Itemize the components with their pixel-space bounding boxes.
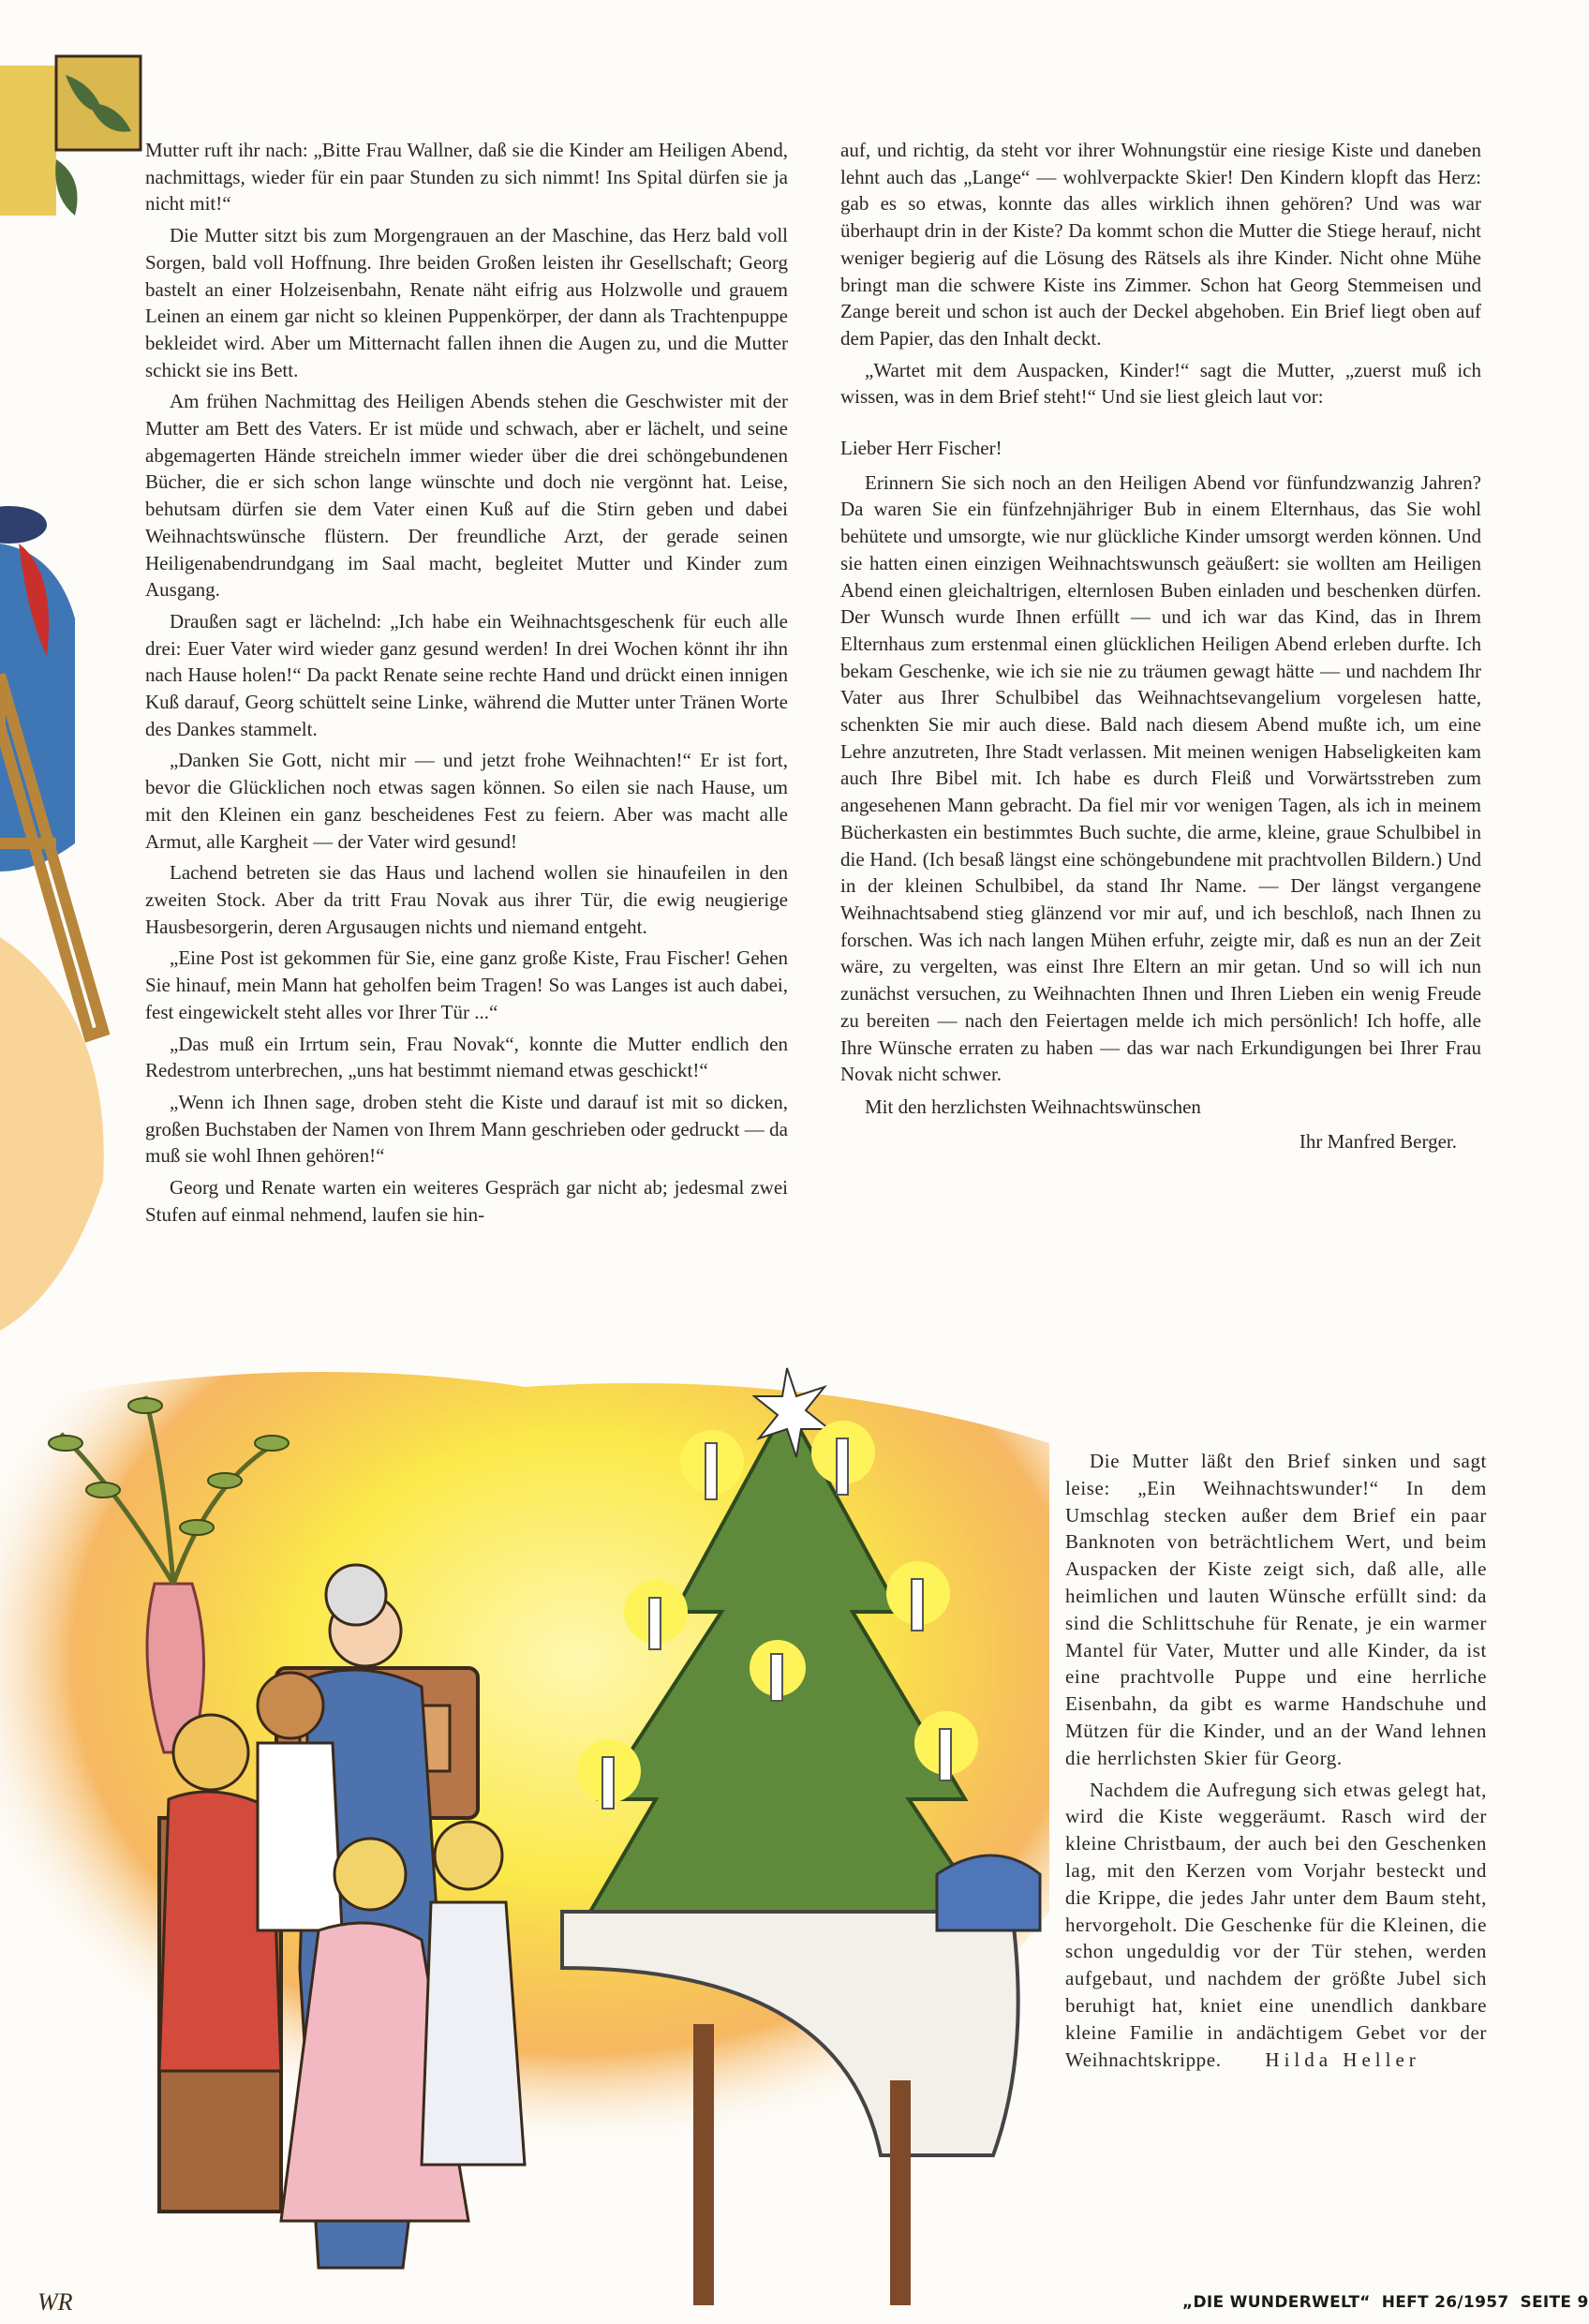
- decorative-illustration-top-left: [0, 0, 150, 1331]
- paragraph: Mutter ruft ihr nach: „Bitte Frau Wallner, daß sie die Kinder am Heiligen Abend, nachmittags, wieder für ein paar Stunden zu sich nimmt! Ins Spital dürfen sie ja nicht mit!“: [145, 139, 788, 216]
- bottom-right-text-column: [1065, 1448, 1487, 2073]
- mother-hair: [326, 1565, 386, 1625]
- small-boy-shirt: [422, 1902, 525, 2165]
- paragraph: Die Mutter läßt den Brief sinken und sagt leise: „Ein Weihnachtswunder!“ In dem Umschlag stecken außer dem Brief ein paar Banknoten von beträchtlichem Wert, und beim Auspacken der Kiste zeigt sich, daß alle, alle heimlichen und lauten Wünsche erfüllt sind: da sind die Schlittschuhe für Renate, je ein warmer Mantel für Vater, Mutter und alle Kinder, da ist eine prachtvolle Puppe und eine herrliche Eisenbahn, da gibt es warme Handschuhe und Mützen für die Kinder, und an der Wand lehnen die herrlichsten Skier für Georg.: [1065, 1450, 1487, 1769]
- boy-hair: [258, 1673, 323, 1738]
- paragraph: auf, und richtig, da steht vor ihrer Wohnungstür eine riesige Kiste und daneben lehnt auch das „Lange“ — wohlverpackte Skier! Den Kindern klopft das Herz: gab es so etwas, konnte das alles wirklich ihnen gehören? Und was war überhaupt drin in der Kiste? Da kommt schon die Mutter die Stiege herauf, nicht weniger begierig auf die Lösung des Rätsels als ihre Kinder. Nicht ohne Mühe bringt man die schwere Kiste ins Zimmer. Schon hat Georg Stemmeisen und Zange bereit und schon ist auch der Deckel abgehoben. Ein Brief liegt oben auf dem Papier, das den Inhalt deckt.: [840, 139, 1481, 350]
- paragraph: Nachdem die Aufregung sich etwas gelegt hat, wird die Kiste weggeräumt. Rasch wird der kleine Christbaum, der auch bei den Geschenken lag, mit den Kerzen vom Vorjahr besteckt und die Krippe, die jedes Jahr unter dem Baum steht, hervorgeholt. Die Geschenke für die Kleinen, die schon ungeduldig vor der Tür stehen, werden aufgebaut, und nachdem der größte Jubel sich beruhigt hat, kniet eine unendlich dankbare kleine Familie in andächtigem Gebet vor der Weihnachtskrippe.: [1065, 1778, 1487, 2071]
- closing-paragraph-with-author: [1065, 1777, 1487, 2074]
- paragraph: „Danken Sie Gott, nicht mir — und jetzt frohe Weihnachten!“ Er ist fort, bevor die Glücklichen noch etwas sagen können. So eilen sie nach Hause, um mit den Kleinen ein ganz bescheidenes Fest zu feiern. Aber was macht alle Armut, alle Kargheit — der Vater wird gesund!: [145, 749, 788, 853]
- paragraph: Am frühen Nachmittag des Heiligen Abends stehen die Geschwister mit der Mutter am Bett des Vaters. Er ist müde und schwach, aber er lächelt, und seine abgemagerten Hände streicheln immer wieder über die drei schöngebundenen Bücher, die er sich schon lange wünschte und doch nie vergönnt hat. Leise, behutsam dürfen sie dem Vater einen Kuß auf die Stirn geben und dabei Weihnachtswünsche flüstern. Der freundliche Arzt, der gerade seinen Heiligenabendrundgang im Saal macht, begleitet Mutter und Kinder zum Ausgang.: [145, 390, 788, 602]
- small-boy-head: [435, 1822, 502, 1889]
- letter-body: Erinnern Sie sich noch an den Heiligen Abend vor fünfundzwanzig Jahren? Da waren Sie ein fünfzehnjähriger Bub in einem Elternhaus, das Sie wohl behütete und umsorgte, wie nur glückliche Kinder umsorgt werden können. Und sie hatten einen einzigen Weihnachtswunsch geäußert: sie wollten am Heiligen Abend einen gleichaltrigen, elternlosen Buben einladen und beschenken dürfen. Der Wunsch wurde Ihnen erfüllt — und ich war das Kind, das in Ihrem Elternhaus zum erstenmal einen glücklichen Heiligen Abend erleben durfte. Ich bekam Geschenke, wie ich sie nie zu träumen gewagt hätte — und nachdem Ihr Vater aus Ihrer Schulbibel das Weihnachtsevangelium vorgelesen hatte, schenkten Sie mir auch diese. Bald nach diesem Abend mußte ich, um eine Lehre anzutreten, Ihre Stadt verlassen. Mit meinen wenigen Habseligkeiten kam auch Ihre Bibel mit. Ich habe es durch Fleiß und Vorwärtsstreben zum angesehenen Mann gebracht. Da fiel mir vor wenigen Tagen, als ich in meinem Bücherkasten ein bestimmtes Buch suchte, die arme, kleine, graue Schulbibel in die Hand. (Ich besaß längst eine schöngebundene mit prachtvollen Bildern.) Und in der kleinen Schulbibel, da stand Ihr Name. — Der längst vergangene Weihnachtsabend stieg glänzend vor mir auf, und ich beschloß, nach Ihnen zu forschen. Was ich nach langen Mühen erfuhr, zeigte mir, daß es nun an der Zeit wäre, zu vergelten, was einst Ihre Eltern an mir getan. Und so will ich nun zunächst versuchen, zu Weihnachten Ihnen und Ihren Lieben ein wenig Freude zu bereiten — nach den Feiertagen melde ich mich persönlich! Ich hoffe, alle Ihre Wünsche erraten zu haben — das war nach Erkundigungen bei Ihrer Frau Novak nicht schwer.: [840, 470, 1481, 1086]
- page-footer: [1182, 2293, 1589, 2312]
- girl-hair: [173, 1715, 248, 1790]
- letter-signature: Ihr Manfred Berger.: [1299, 1129, 1457, 1153]
- author-name: Hilda Heller: [1265, 2048, 1420, 2071]
- small-girl-head: [334, 1839, 406, 1910]
- cap-gift: [937, 1855, 1040, 1930]
- table-leg: [890, 2080, 911, 2305]
- right-text-column: [840, 137, 1481, 1159]
- page-number: SEITE 9: [1520, 2293, 1589, 2312]
- paragraph: „Wenn ich Ihnen sage, droben steht die Kiste und darauf ist mit so dicken, großen Buchstaben der Namen von Ihrem Mann geschrieben oder gedruckt — da muß sie wohl Ihnen gehören!“: [145, 1090, 788, 1168]
- boy-shirt: [258, 1743, 342, 1930]
- paragraph: Draußen sagt er lächelnd: „Ich habe ein Weihnachtsgeschenk für euch alle drei: Euer Vater wird wieder ganz gesund werden! In drei Wochen könnt ihr ihn nach Hause holen!“ Da packt Renate seine rechte Hand und drückt einen innigen Kuß darauf, Georg schüttelt seine Linke, während die Mutter unter Tränen Worte des Dankes stammelt.: [145, 609, 788, 740]
- magazine-title: „DIE WUNDERWELT“: [1182, 2293, 1371, 2312]
- christmas-scene-illustration: [0, 1349, 1059, 2324]
- paragraph: „Wartet mit dem Auspacken, Kinder!“ sagt die Mutter, „zuerst muß ich wissen, was in dem Brief steht!“ Und sie liest gleich laut vor:: [840, 358, 1481, 409]
- letter-salutation: Lieber Herr Fischer!: [840, 437, 1002, 460]
- issue-number: HEFT 26/1957: [1381, 2293, 1509, 2312]
- paragraph: „Eine Post ist gekommen für Sie, eine ganz große Kiste, Frau Fischer! Gehen Sie hinauf, mein Mann hat geholfen beim Tragen! So was Langes ist auch dabei, fest eingewickelt steht alles vor Ihrer Tür ...“: [145, 946, 788, 1023]
- artist-signature: WR: [37, 2288, 73, 2316]
- paragraph: „Das muß ein Irrtum sein, Frau Novak“, konnte die Mutter endlich den Redestrom unterbrechen, „uns hat bestimmt niemand etwas geschickt!“: [145, 1032, 788, 1082]
- wooden-frame: [0, 66, 56, 216]
- paragraph: Lachend betreten sie das Haus und lachend wollen sie hinaufeilen in den zweiten Stock. Aber da tritt Frau Novak aus ihrer Tür, die ewig neugierige Hausbesorgerin, deren Argusaugen nichts und niemand entgeht.: [145, 861, 788, 938]
- paragraph: Die Mutter sitzt bis zum Morgengrauen an der Maschine, das Herz bald voll Sorgen, bald voll Hoffnung. Ihre beiden Großen leisten ihr Gesellschaft; Georg bastelt an einer Holzeisenbahn, Renate näht eifrig aus Holzwolle und grauem Leinen an einem gar nicht so kleinen Puppenkörper, der dann als Trachtenpuppe bekleidet wird. Aber um Mitternacht fallen ihnen die Augen zu, und die Mutter schickt sie ins Bett.: [145, 224, 788, 381]
- paragraph: Georg und Renate warten ein weiteres Gespräch gar nicht ab; jedesmal zwei Stufen auf einmal nehmend, laufen sie hin-: [145, 1176, 788, 1226]
- left-text-column: [145, 137, 788, 1232]
- hat: [0, 506, 47, 544]
- table-leg: [693, 2024, 714, 2305]
- letter-closing: Mit den herzlichsten Weihnachtswünschen: [865, 1095, 1201, 1118]
